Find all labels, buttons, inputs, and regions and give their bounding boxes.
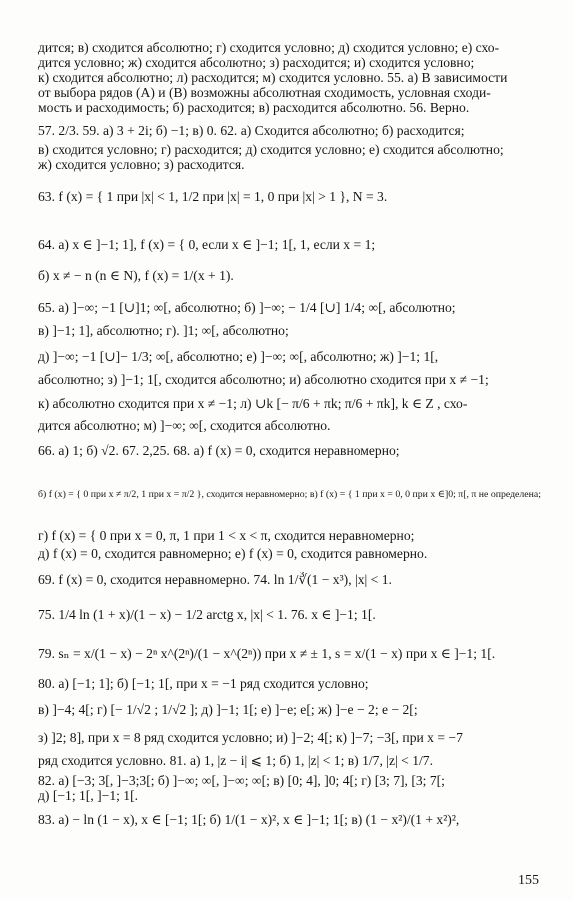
text-line-11: б) x ≠ − n (n ∈ N), f (x) = 1/(x + 1).	[38, 268, 234, 283]
text-line-29: 82. а) [−3; 3[, ]−3;3[; б) ]−∞; ∞[, ]−∞; ∞[; в) [0; 4], ]0; 4[; г) [3; 7], [3; 7[;	[38, 773, 445, 788]
text-line-13: в) ]−1; 1], абсолютно; г). ]1; ∞[, абсолютно;	[38, 323, 289, 338]
text-line-2: дится условно; ж) сходится абсолютно; з) расходится; и) сходится условно;	[38, 55, 475, 70]
text-line-23: 75. 1/4 ln (1 + x)/(1 − x) − 1/2 arctg x, |x| < 1. 76. x ∈ ]−1; 1[.	[38, 607, 376, 622]
text-line-31: 83. а) − ln (1 − x), x ∈ [−1; 1[; б) 1/(1 − x)², x ∈ ]−1; 1[; в) (1 − x²)/(1 + x²)²,	[38, 812, 460, 827]
text-line-5: мость и расходимость; б) расходится; в) расходится абсолютно. 56. Верно.	[38, 100, 470, 115]
text-line-26: в) ]−4; 4[; г) [− 1/√2 ; 1/√2 ]; д) ]−1; 1[; е) ]−e; e[; ж) ]−e − 2; e − 2[;	[38, 702, 418, 717]
text-line-17: дится абсолютно; м) ]−∞; ∞[, сходится абсолютно.	[38, 418, 331, 433]
text-line-4: от выбора рядов (А) и (В) возможны абсолютная сходимость, условная сходи-	[38, 85, 491, 100]
text-line-21: д) f (x) = 0, сходится равномерно; е) f (x) = 0, сходится равномерно.	[38, 546, 428, 561]
text-line-12: 65. а) ]−∞; −1 [∪]1; ∞[, абсолютно; б) ]−∞; − 1/4 [∪] 1/4; ∞[, абсолютно;	[38, 300, 456, 315]
text-line-22: 69. f (x) = 0, сходится неравномерно. 74. ln 1/∛(1 − x³), |x| < 1.	[38, 572, 392, 587]
text-line-15: абсолютно; з) ]−1; 1[, сходится абсолютно; и) абсолютно сходится при x ≠ −1;	[38, 372, 489, 387]
text-line-14: д) ]−∞; −1 [∪]− 1/3; ∞[, абсолютно; е) ]−∞; ∞[, абсолютно; ж) ]−1; 1[,	[38, 349, 439, 364]
text-line-1: дится; в) сходится абсолютно; г) сходится условно; д) сходится условно; е) схо-	[38, 40, 500, 55]
text-line-18: 66. а) 1; б) √2. 67. 2,25. 68. а) f (x) = 0, сходится неравномерно;	[38, 443, 400, 458]
text-line-25: 80. а) [−1; 1]; б) [−1; 1[, при x = −1 ряд сходится условно;	[38, 676, 369, 691]
text-line-30: д) [−1; 1[, ]−1; 1[.	[38, 788, 139, 803]
text-line-10: 64. а) x ∈ ]−1; 1], f (x) = { 0, если x ∈ ]−1; 1[, 1, если x = 1;	[38, 237, 376, 252]
text-line-6: 57. 2/3. 59. а) 3 + 2i; б) −1; в) 0. 62. а) Сходится абсолютно; б) расходится;	[38, 123, 465, 138]
text-line-3: к) сходится абсолютно; л) расходится; м) сходится условно. 55. а) В зависимости	[38, 70, 508, 85]
text-line-24: 79. sₙ = x/(1 − x) − 2ⁿ x^(2ⁿ)/(1 − x^(2ⁿ)) при x ≠ ± 1, s = x/(1 − x) при x ∈ ]−1; 1[.	[38, 646, 496, 661]
text-line-28: ряд сходится условно. 81. а) 1, |z − i| ⩽ 1; б) 1, |z| < 1; в) 1/7, |z| < 1/7.	[38, 753, 433, 768]
text-line-19: б) f (x) = { 0 при x ≠ π/2, 1 при x = π/2 }, сходится неравномерно; в) f (x) = { 1 при x = 0, 0 при x ∈]0; π[, π не определена;	[38, 489, 541, 500]
text-line-8: ж) сходится условно; з) расходится.	[38, 157, 245, 172]
page-number: 155	[518, 873, 539, 888]
text-line-20: г) f (x) = { 0 при x = 0, π, 1 при 1 < x < π, сходится неравномерно;	[38, 528, 415, 543]
text-line-16: к) абсолютно сходится при x ≠ −1; л) ∪k [− π/6 + πk; π/6 + πk], k ∈ Z , схо-	[38, 396, 468, 411]
text-line-7: в) сходится условно; г) расходится; д) сходится условно; е) сходится абсолютно;	[38, 142, 504, 157]
text-line-27: з) ]2; 8], при x = 8 ряд сходится условно; и) ]−2; 4[; к) ]−7; −3[, при x = −7	[38, 730, 463, 745]
text-line-9: 63. f (x) = { 1 при |x| < 1, 1/2 при |x| = 1, 0 при |x| > 1 }, N = 3.	[38, 189, 388, 204]
